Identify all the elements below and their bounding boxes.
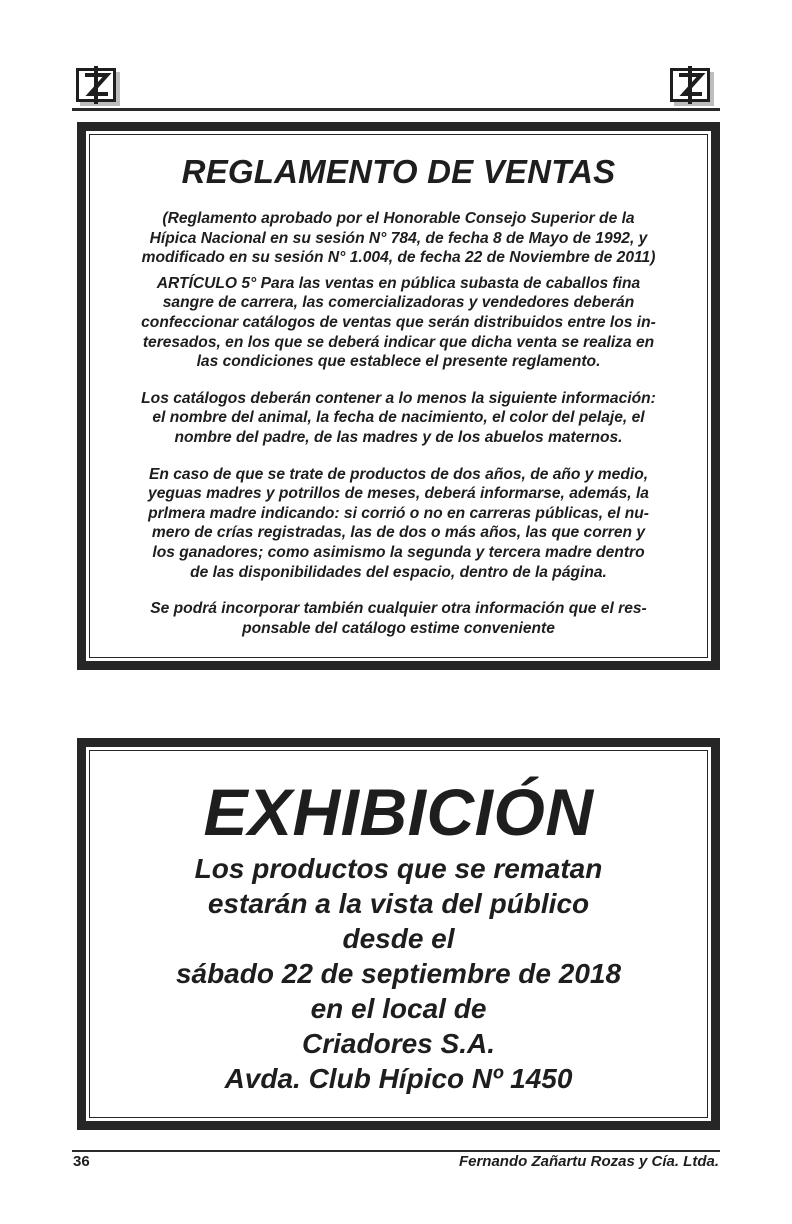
articulo-line: las condiciones que establece el presente reglamento. [196,353,601,371]
exhibicion-line: en el local de [310,993,487,1024]
articulo-line: confeccionar catálogos de ventas que serán distribuidos entre los in- [141,313,656,331]
monogram-z-logo-icon [670,66,716,108]
intro-line: modificado en su sesión N° 1.004, de fecha 22 de Noviembre de 2011) [141,249,656,267]
exhibicion-body [86,851,711,1096]
productos-line: prlmera madre indicando: si corrió o no en carreras públicas, el nu- [148,504,649,522]
intro-line: (Reglamento aprobado por el Honorable Consejo Superior de la [162,210,635,227]
exhibicion-address: Avda. Club Hípico Nº 1450 [224,1063,573,1094]
exhibicion-venue: Criadores S.A. [302,1028,495,1059]
productos-line: los ganadores; como asimismo la segunda y tercera madre dentro [152,543,645,561]
footer-divider [72,1150,720,1152]
otra-info-line: ponsable del catálogo estime conveniente [242,619,555,637]
reglamento-box [77,122,720,670]
articulo-line: teresados, en los que se deberá indicar que dicha venta se realiza en [142,333,655,351]
monogram-z-logo-icon [76,66,122,108]
intro-line: Hípica Nacional en su sesión N° 784, de fecha 8 de Mayo de 1992, y [149,229,648,247]
publisher-name: Fernando Zañartu Rozas y Cía. Ltda. [458,1153,719,1170]
page-number: 36 [73,1153,90,1170]
productos-line: En caso de que se trate de productos de dos años, de año y medio, [148,465,649,483]
catalogos-line: el nombre del animal, la fecha de nacimiento, el color del pelaje, el [152,409,645,427]
otra-info-line: Se podrá incorporar también cualquier otra información que el res- [150,600,647,618]
exhibicion-line: estarán a la vista del público [207,888,590,919]
productos-line: mero de crías registradas, las de dos o más años, las que corren y [151,524,646,542]
exhibicion-date: sábado 22 de septiembre de 2018 [175,958,622,989]
productos-line: yeguas madres y potrillos de meses, deberá informarse, además, la [148,485,649,503]
productos-line: de las disponibilidades del espacio, dentro de la página. [190,563,607,581]
exhibicion-line: Los productos que se rematan [194,853,603,884]
exhibicion-title: EXHIBICIÓN [203,775,594,849]
exhibicion-line: desde el [342,923,455,954]
header-divider [72,108,720,111]
reglamento-body [94,209,703,638]
articulo-line: ARTÍCULO 5° Para las ventas en pública subasta de caballos fina [156,274,641,292]
articulo-line: sangre de carrera, las comercializadoras y vendedores deberán [162,294,635,312]
reglamento-title: REGLAMENTO DE VENTAS [181,153,616,190]
catalogos-line: Los catálogos deberán contener a lo menos la siguiente información: [141,389,656,407]
exhibicion-box [77,738,720,1130]
catalogos-line: nombre del padre, de las madres y de los abuelos maternos. [174,428,623,446]
